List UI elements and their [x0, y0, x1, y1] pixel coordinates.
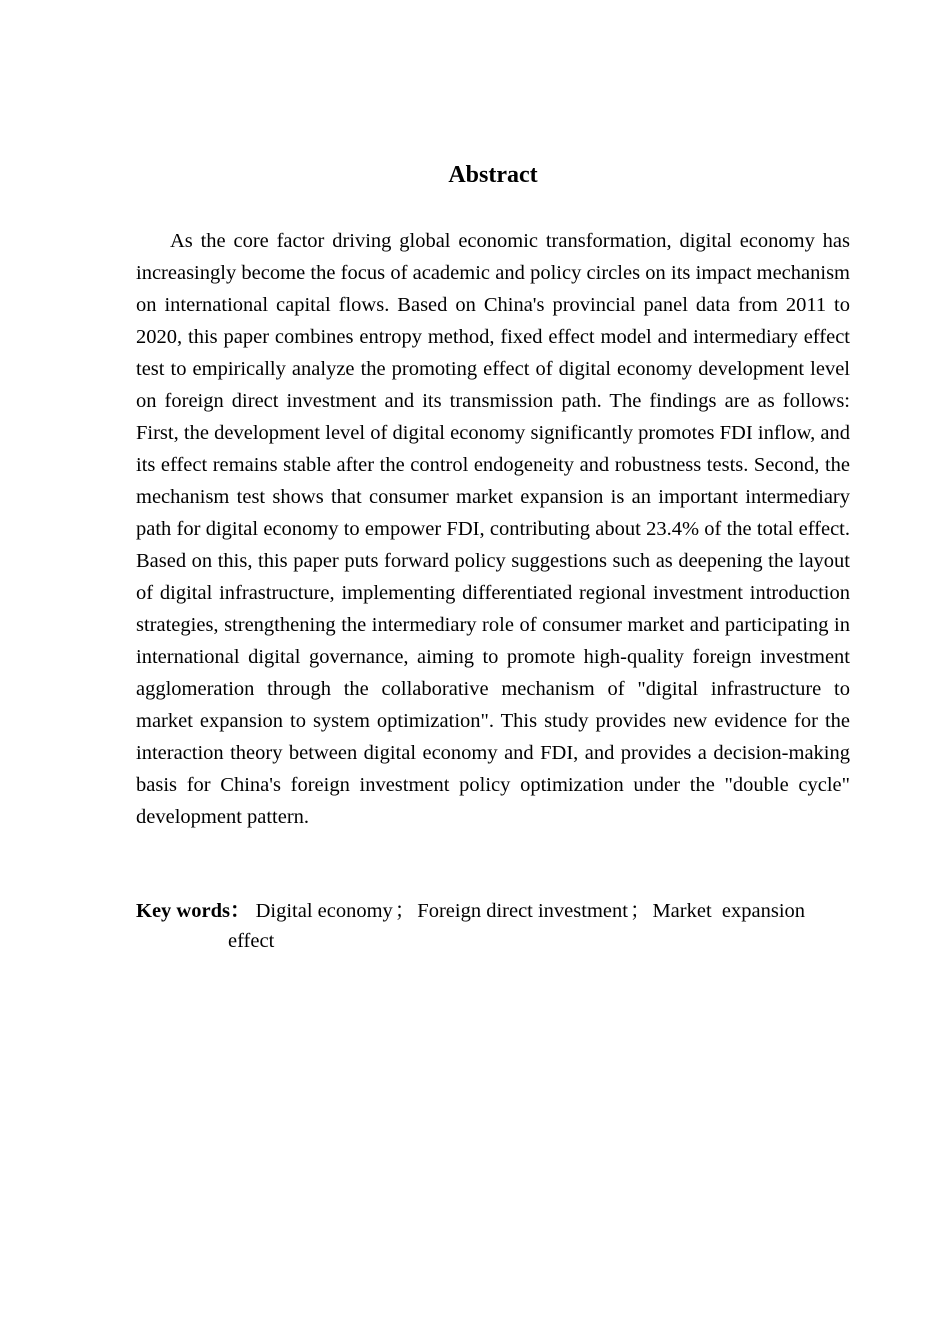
keywords-colon: ：: [229, 900, 251, 922]
keyword-item: Digital economy: [255, 900, 393, 922]
keyword-separator: ；: [629, 900, 651, 922]
abstract-title: Abstract: [448, 162, 538, 188]
keywords-label: Key words: [136, 900, 230, 922]
keyword-separator: ；: [394, 900, 416, 922]
keywords-line: [136, 896, 850, 956]
abstract-body: As the core factor driving global economic transformation, digital economy has increasingly become the focus of academic and policy circles on its impact mechanism on international capital flows. Based on China's provincial panel data from 2011 to 2020, this paper combines entropy method, fixed effect model and intermediary effect test to empirically analyze the promoting effect of digital economy development level on foreign direct investment and its transmission path. The findings are as follows: First, the development level of digital economy significantly promotes FDI inflow, and its effect remains stable after the control endogeneity and robustness tests. Second, the mechanism test shows that consumer market expansion is an important intermediary path for digital economy to empower FDI, contributing about 23.4% of the total effect. Based on this, this paper puts forward policy suggestions such as deepening the layout of digital infrastructure, implementing differentiated regional investment introduction strategies, strengthening the intermediary role of consumer market and participating in international digital governance, aiming to promote high-quality foreign investment agglomeration through the collaborative mechanism of "digital infrastructure to market expansion to system optimization". This study provides new evidence for the interaction theory between digital economy and FDI, and provides a decision-making basis for China's foreign investment policy optimization under the "double cycle" development pattern.: [136, 230, 850, 828]
keyword-item: Foreign direct investment: [417, 900, 628, 922]
keyword-item: Market expansion effect: [228, 900, 811, 952]
